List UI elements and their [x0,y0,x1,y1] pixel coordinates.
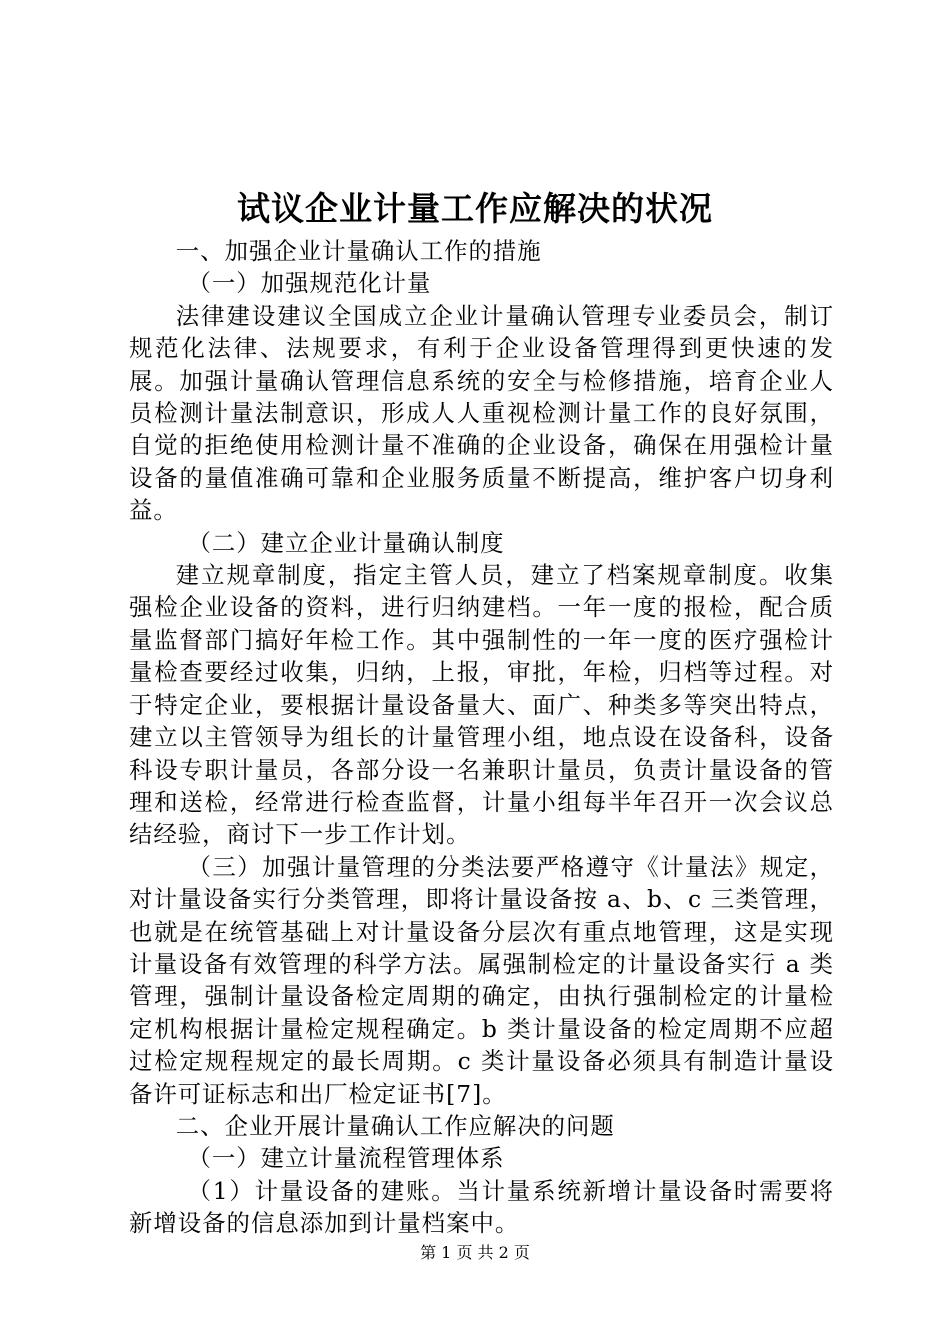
section-heading-1: 一、加强企业计量确认工作的措施 [175,237,542,265]
paragraph: 建立规章制度，指定主管人员，建立了档案规章制度。收集强检企业设备的资料，进行归纳建档。一年一度的报检，配合质量监督部门搞好年检工作。其中强制性的一年一度的医疗强检计量检查要经过收集，归纳，上报，审批，年检，归档等过程。对于特定企业，要根据计量设备量大、面广、种类多等突出特点，建立以主管领导为组长的计量管理小组，地点设在设备科，设备科设专职计量员，各部分设一名兼职计量员，负责计量设备的管理和送检，经常进行检查监督，计量小组每半年召开一次会议总结经验，商讨下一步工作计划。 [129,561,834,849]
paragraph: 法律建设建议全国成立企业计量确认管理专业委员会，制订规范化法律、法规要求，有利于企业设备管理得到更快速的发展。加强计量确认管理信息系统的安全与检修措施，培育企业人员检测计量法制意识，形成人人重视检测计量工作的良好氛围，自觉的拒绝使用检测计量不准确的企业设备，确保在用强检计量设备的量值准确可靠和企业服务质量不断提高，维护客户切身利益。 [129,301,834,525]
paragraph: （三）加强计量管理的分类法要严格遵守《计量法》规定，对计量设备实行分类管理，即将计量设备按 a、b、c 三类管理，也就是在统管基础上对计量设备分层次有重点地管理，这是实现计量设备有效管理的科学方法。属强制检定的计量设备实行 a 类管理，强制计量设备检定周期的确定，由执行强制检定的计量检定机构根据计量检定规程确定。b 类计量设备的检定周期不应超过检定规程规定的最长周期。c 类计量设备必须具有制造计量设备许可证标志和出厂检定证书[7]。 [129,852,834,1108]
document-title: 试议企业计量工作应解决的状况 [237,189,713,228]
subsection-heading-1-2: （二）建立企业计量确认制度 [187,528,505,557]
document-body [129,235,834,1240]
subsection-heading-2-1: （一）建立计量流程管理体系 [187,1144,505,1173]
section-heading-2: 二、企业开展计量确认工作应解决的问题 [175,1111,615,1140]
page-footer: 第 1 页 共 2 页 [420,1243,530,1262]
paragraph: （1）计量设备的建账。当计量系统新增计量设备时需要将新增设备的信息添加到计量档案中。 [129,1176,834,1238]
subsection-heading-1-1: （一）加强规范化计量 [187,269,432,298]
